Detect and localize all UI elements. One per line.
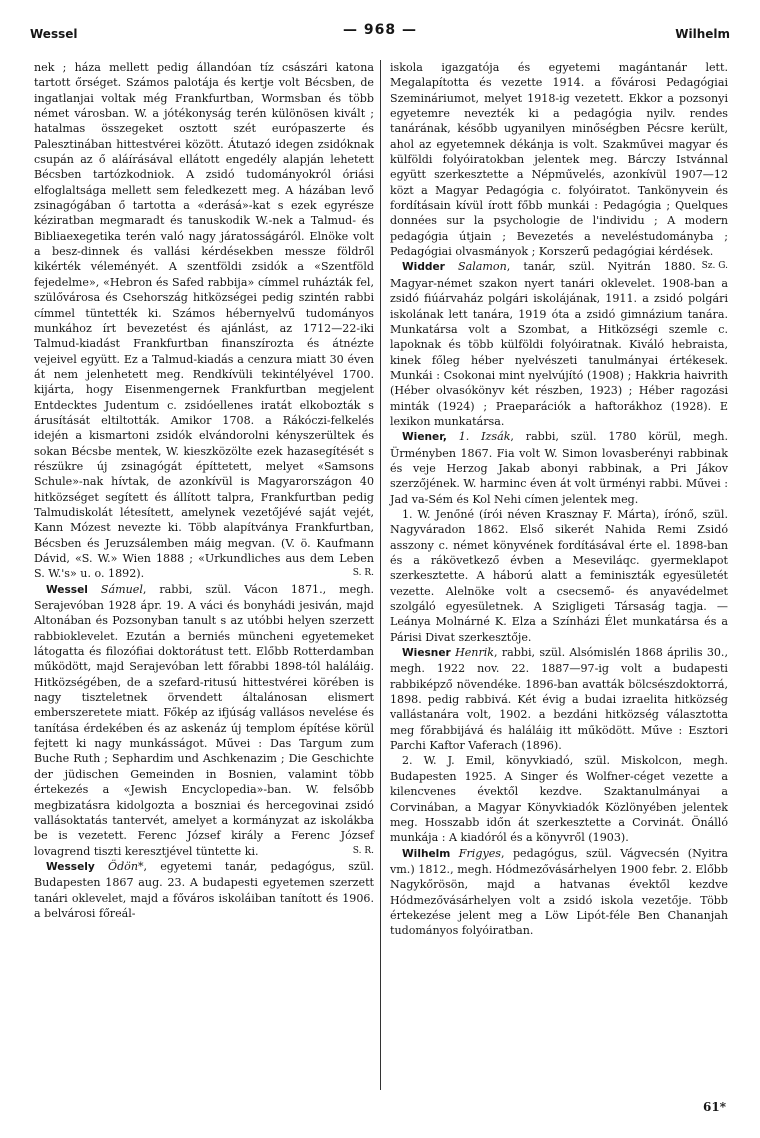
header-left-word: Wessel	[30, 27, 78, 41]
entry-wilhelm-frigyes: Wilhelm Frigyes, pedagógus, szül. Vágvecsén (Nyitra vm.) 1812., megh. Hódmezővásárhelyen 1900 febr. 2. Előbb Nagykőrösön, majd a hatvanas évektől kezdve Hódmezővásárhelyen volt a zsidó iskola vezetője. Több értekezése jelent meg a Löw Lipót-féle Ben Chananjah tudományos folyóiratban.	[390, 846, 728, 938]
left-column	[34, 60, 374, 921]
entry-continuation: nek ; háza mellett pedig állandóan tíz császári katona tartott őrséget. Számos palotája és kertje volt Bécsben, de ingatlanjai voltak még Frankfurtban, Wormsban és több német városban. W. a jótékonyság terén különösen kivált ; hatalmas összegeket osztott szét európaszerte és Palesztinában hittestvérei között. Átutazó idegen zsidóknak csupán az ő aláírásával ellátott engedély alapján lehetett Bécsben tartózkodniok. A zsidó tudományokról óriási elfoglaltsága mellett sem feledkezett meg. A házában levő zsinagógában ő tartotta a «derásá»-kat s ezek egyrésze kéziratban megmaradt és tanuskodik W.-nek a Talmud- és Bibliaexegetika terén való nagy járatosságáról. Elnöke volt a besz-dinnek és vallási kérdésekben messze földről kikérték véleményét. A szentföldi zsidók a «Szentföld fejedelme», «Hebron és Safed rabbija» címmel ruházták fel, szülővárosa és Csehország hitközségei pedig szintén rabbi címmel tüntették ki. Számos hébernyelvű tudományos munkához írt bevezetést és ajánlást, az 1712—22-iki Talmud-kiadást Frankfurtban finanszírozta és átnézte vejeivel együtt. Ez a Talmud-kiadás a cenzura miatt 30 éven át nem jelenhetett meg. Rendkívüli tekintélyével 1700. kijárta, hogy Eisenmengernek Frankfurtban megjelent Entdecktes Judentum c. zsidóellenes iratát elkobozták s árusítását eltiltották. Amikor 1708. a Rákóczi-felkelés idején a kismartoni zsidók elvándorolni kényszerültek és sokan Bécsbe mentek, W. kieszközölte ezek hazasegítését s részükre új zsinagógát építtetett, melyet «Samsons Schule»-nak hívtak, de azonkívül is Magyarországon 40 hitközséget segített és állított talpra, Frankfurtban pedig Talmudiskolát létesített, amelynek vezetőjévé saját vejét, Kann Mózest nevezte ki. Több alapítványa Frankfurtban, Bécsben és Jeruzsálemben máig megvan. (V. ö. Kaufmann Dávid, «S. W.» Wien 1888 ; «Urkundliches aus dem Leben S. W.'s» u. o. 1892). S. R.	[34, 61, 374, 581]
entry-name: Sámuel	[100, 582, 143, 596]
signature: Sz. G.	[701, 261, 728, 272]
entry-widder-salamon: Widder Salamon, tanár, szül. Nyitrán 1880. Magyar-német szakon nyert tanári oklevelet. 1908-ban a zsidó fiúárvaház polgári iskolájának, 1911. a zsidó polgári iskolának lett tanára, 1919 óta a zsidó gimnázium tanára. Munkatársa volt a Szombat, a Hitközségi szemle c. lapoknak és több külföldi folyóiratnak. Kiváló hebraista, kinek főleg héber nyelvészeti tanulmányai értékesek. Munkái : Csokonai mint nyelvújító (1908) ; Hakkria haivrith (Héber olvasókönyv két részben, 1923) ; Héber ragozási minták (1924) ; Praeparációk a haftorákhoz (1928). E lexikon munkatársa.	[390, 260, 728, 428]
entry-wiener-emil: 2. W. J. Emil, könyvkiadó, szül. Miskolcon, megh. Budapesten 1925. A Singer és Wolfner-céget vezette a kilencvenes évektől kezdve. Szaktanulmányai a Corvinában, a Magyar Könyvkiadók Közlönyében jelentek meg. Hosszabb időn át szerkesztette a Corvinát. Önálló munkája : A kiadóról és a könyvről (1903).	[390, 754, 728, 845]
entry-wessel-samuel: Wessel Sámuel, rabbi, szül. Vácon 1871., megh. Serajevóban 1928 ápr. 19. A váci és bonyhádi jesiván, majd Altonában és Pozsonyban tanult s az utóbbi helyen szerzett rabbioklevelet. Ezután a berniés müncheni egyetemeket látogatta és filozófiai doktorátust tett. Előbb Rotterdamban működött, majd Serajevóban lett főrabbi 1898-tól haláláig. Hitközségében, de a szefard-ritusú hittestvérei körében is nagy tiszteletnek örvendett általánosan elismert emberszeretete miatt. Főkép az ifjúság vallásos nevelése és tanítása érdekében és az askenáz új templom építése körül fejtett ki nagy munkásságot. Művei : Das Targum zum Buche Ruth ; Sephardim und Aschkenazim ; Die Geschichte der jüdischen Gemeinden in Bosnien, valamint több értekezés a «Jewish Encyclopedia»-ban. W. felsőbb megbizatásra kidolgozta a boszniai és hercegovinai zsidó vallásoktatás tantervét, amelyet a kormányzat az iskolákba be is vezetett. Ferenc József király a Ferenc József lovagrend tiszti keresztjével tüntette ki. S. R.	[34, 582, 374, 858]
entry-wiener-izsak: Wiener, 1. Izsák, rabbi, szül. 1780 körül, megh. Ürményben 1867. Fia volt W. Simon lovasberényi rabbinak és veje Herzog Jakab abonyi rabbinak, a Pri Jákov szerzőjének. W. harminc éven át volt ürményi rabbi. Művei : Jad va-Sém és Kol Nehi címen jelentek meg.	[390, 430, 729, 506]
signature-mark: 61*	[703, 1100, 726, 1114]
entry-headword: Wiener,	[402, 431, 447, 444]
entry-name: Ödön*	[107, 859, 144, 873]
entry-wiesner-henrik: Wiesner Henrik, rabbi, szül. Alsómislén 1868 április 30., megh. 1922 nov. 22. 1887—97-ig volt a budapesti rabbiképző növendéke. 1896-ban avatták bölcsészdoktorrá, 1898. pedig rabbivá. Két évig a budai izraelita hitközség vallástanára volt, 1902. a bezdáni hitközség választotta meg főrabbijává és haláláig itt működött. Műve : Esztori Parchi Kaftor Vaferach (1896).	[390, 646, 728, 753]
entry-headword: Wilhelm	[402, 847, 451, 860]
entry-name: Henrik	[455, 646, 495, 660]
signature: S. R.	[352, 568, 374, 579]
entry-name: Frigyes	[458, 846, 501, 860]
entry-headword: Wiesner	[402, 647, 451, 660]
entry-continuation: iskola igazgatója és egyetemi magántanár lett. Megalapította és vezette 1914. a fővárosi Pedagógiai Szemináriumot, melyet 1918-ig vezetett. Ekkor a pozsonyi egyetemre nevezték ki a pedagógia nyilv. rendes tanárának, később ugyanilyen minőségben Pécsre került, ahol az egyetemnek dékánja is volt. Szakművei magyar és külföldi folyóiratokban jelentek meg. Bárczy Istvánnal együtt szerkesztette a Népművelés, azonkívül 1907—12 közt a Magyar Pedagógia c. folyóiratot. Tankönyvein és fordításain kívül írott főbb munkái : Pedagógia ; Quelques données sur la psychologie de l'individu ; A modern pedagógia útjain ; Bevezetés a neveléstudományba ; Pedagógiai olvasmányok ; Korszerű pedagógiai kérdések. Sz. G.	[390, 60, 728, 259]
running-header	[30, 22, 730, 46]
right-column	[390, 60, 728, 939]
entry-headword: Wessely	[46, 860, 95, 873]
entry-name: Salamon	[458, 260, 507, 274]
page-number: — 968 —	[343, 22, 417, 38]
signature: S. R.	[352, 845, 374, 856]
header-right-word: Wilhelm	[675, 27, 730, 41]
entry-wessely-odon: Wessely Ödön*, egyetemi tanár, pedagógus, szül. Budapesten 1867 aug. 23. A budapesti egyetemen szerzett tanári oklevelet, majd a főváros iskoláiban tanított és 1906. a belvárosi főreál-	[34, 859, 374, 920]
entry-wiener-jenone: 1. W. Jenőné (írói néven Krasznay F. Márta), írónő, szül. Nagyváradon 1862. Első sikerét Nahida Remi Zsidó asszony c. német könyvének fordításával érte el. 1898-ban és a rákövetkező évben a Meseviláqc. gyermeklapot szerkesztette. A háború alatt a feminiszták egyesületét vezette. Alelnöke volt a csecsemő- és anyavédelmet szolgáló egyesületnek. A Szigligeti Társaság tagja. — Leánya Molnárné K. Elza a Színházi Élet munkatársa és a Párisi Divat szerkesztője.	[390, 507, 728, 644]
entry-name: 1. Izsák	[458, 430, 511, 444]
entry-headword: Widder	[402, 261, 445, 274]
entry-headword: Wessel	[46, 583, 88, 596]
column-divider	[380, 60, 381, 1090]
